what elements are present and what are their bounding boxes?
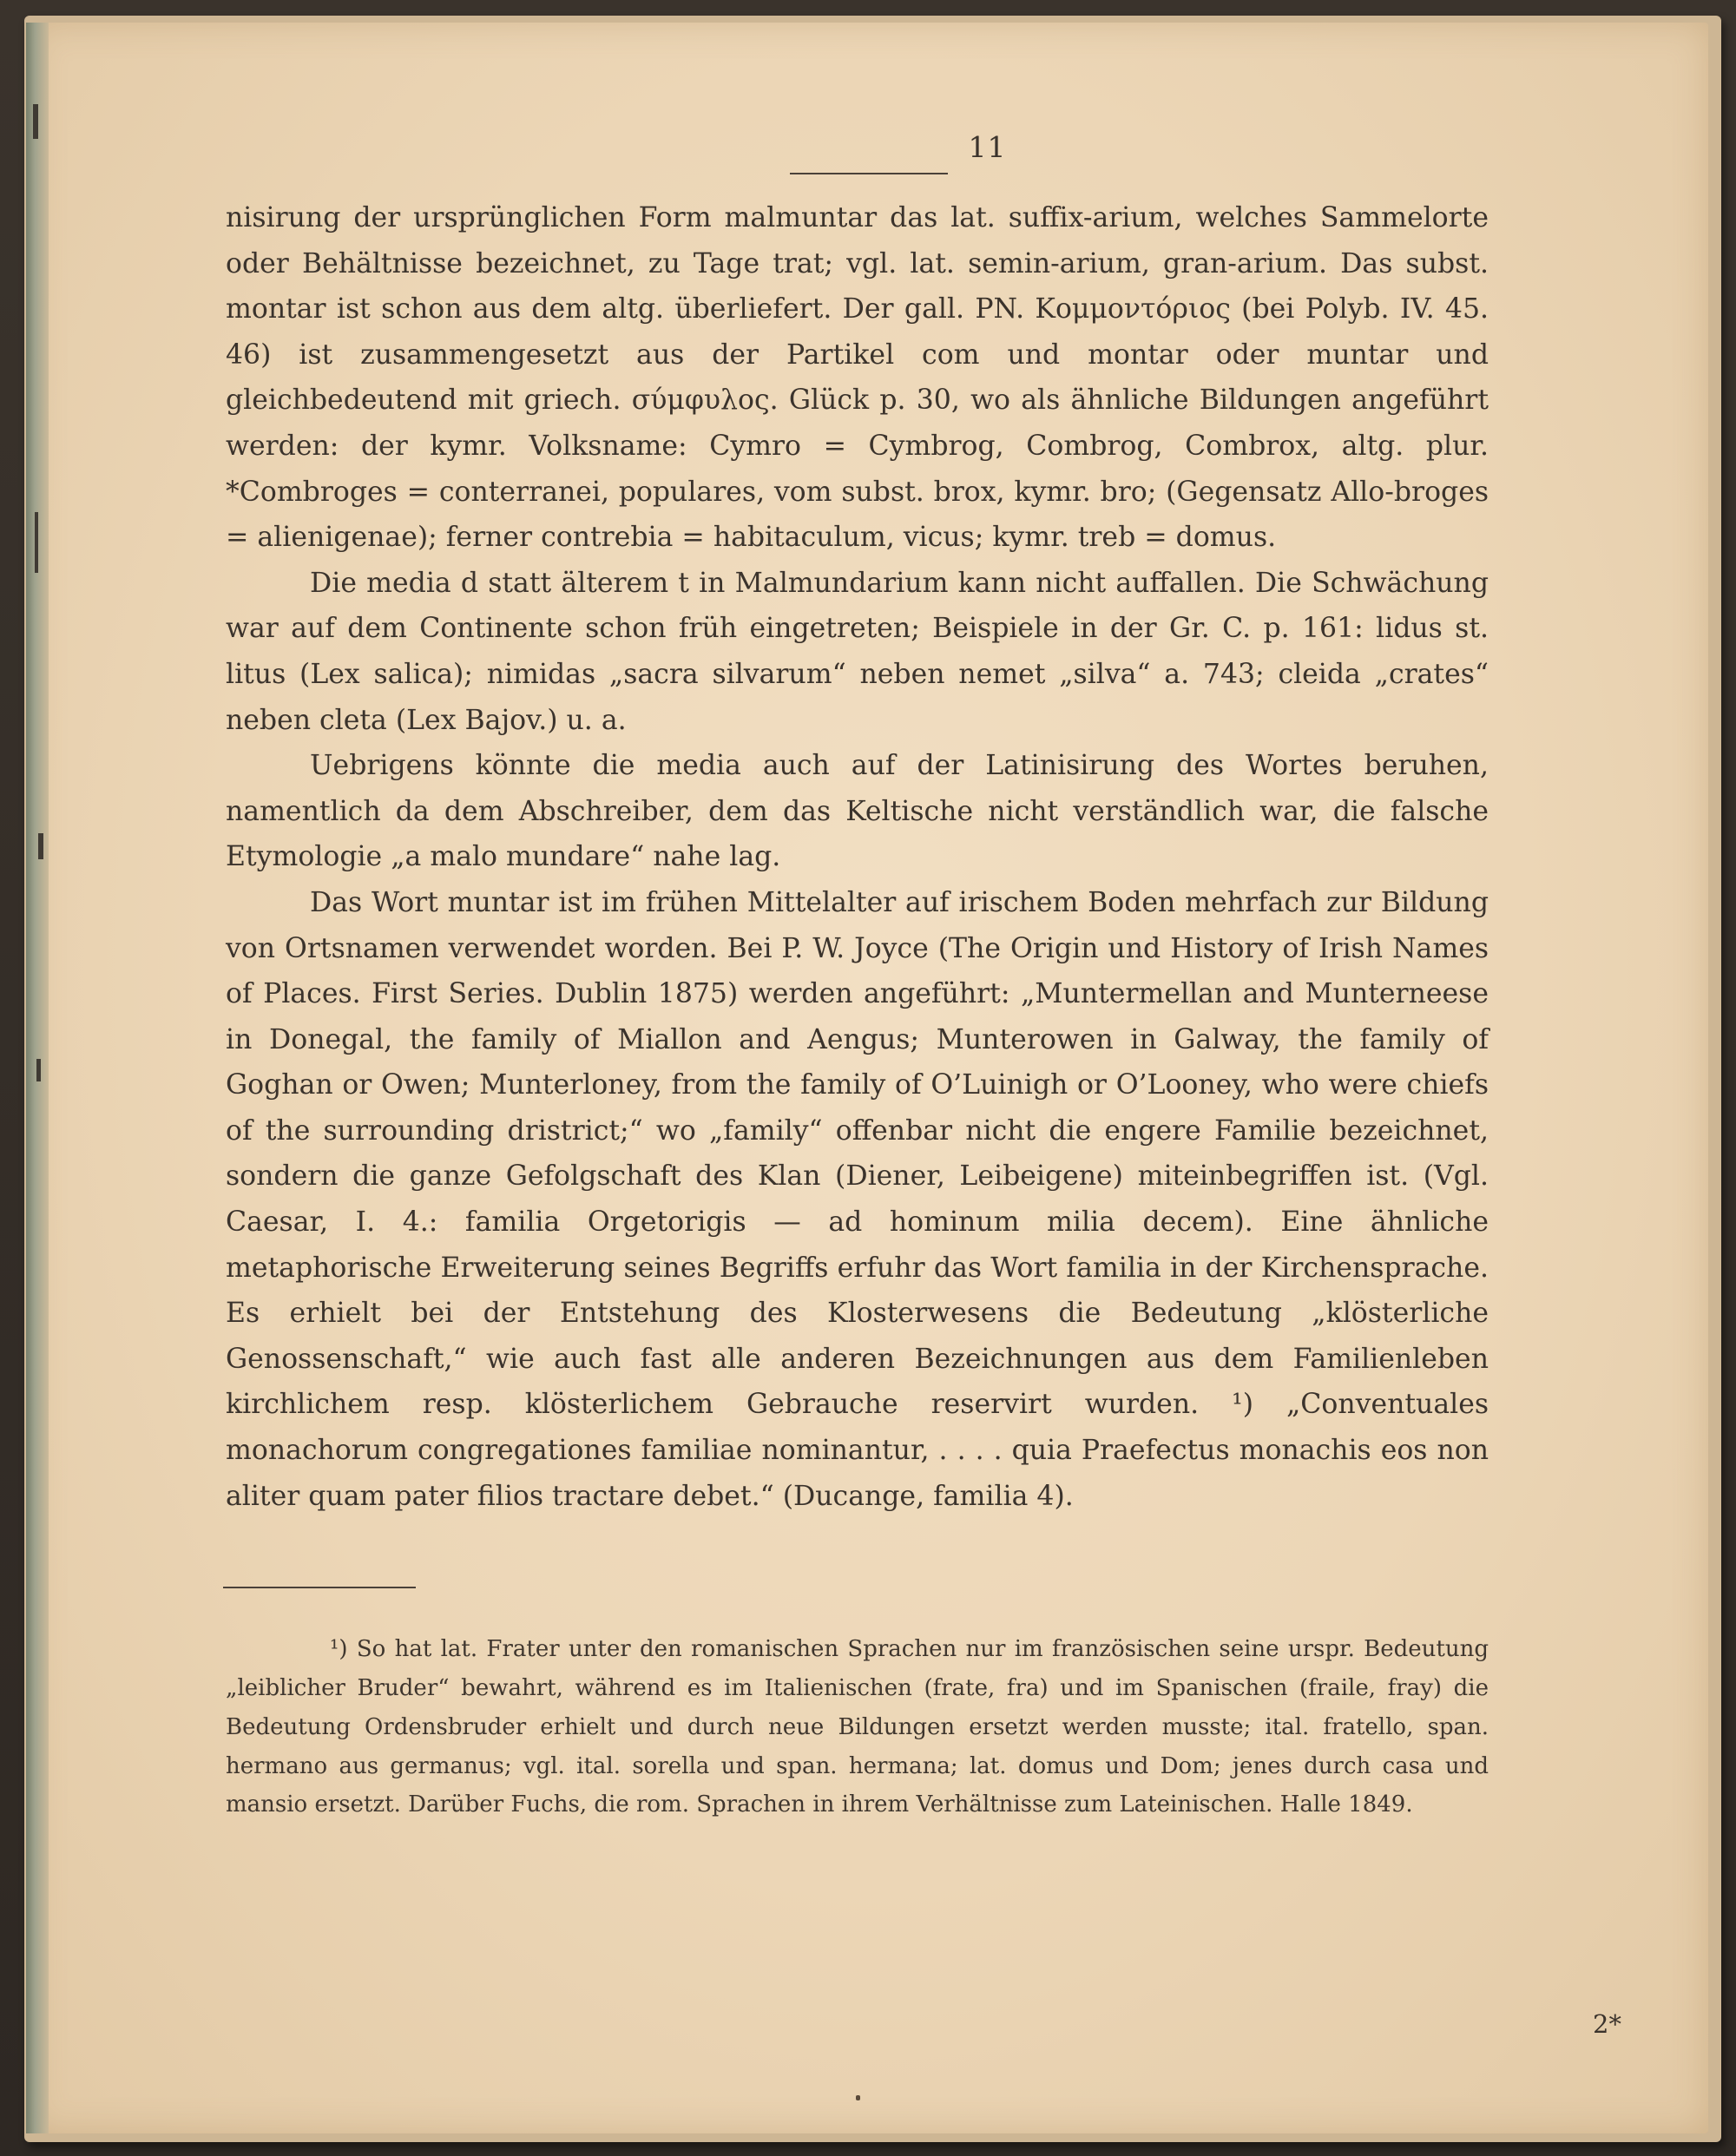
paragraph-2: Die media d statt älterem t in Malmundarium kann nicht auffallen. Die Schwächung war auf dem Continente schon früh eingetreten; Beispiele in der Gr. C. p. 161: lidus st. litus (Lex salica); nimidas „sacra silvarum“ neben nemet „silva“ a. 743; cleida „crates“ neben cleta (Lex Bajov.) u. a. [226,567,1489,736]
page-number: 11 [968,130,1007,164]
footnote-rule [223,1587,416,1588]
footnote: ¹) So hat lat. Frater unter den romanischen Sprachen nur im französischen seine urspr. Bedeutung „leiblicher Bruder“ bewahrt, während es im Italienischen (frate, fra) und im Spanischen (fraile, fray) die Bedeutung Ordensbruder erhielt und durch neue Bildungen ersetzt werden musste; ital. fratello, span. hermano aus germanus; vgl. ital. sorella und span. hermana; lat. domus und Dom; jenes durch casa und mansio ersetzt. Darüber Fuchs, die rom. Sprachen in ihrem Verhältnisse zum Lateinischen. Halle 1849. [226,1636,1489,1818]
binding-mark [33,104,38,139]
binding-mark [36,1059,41,1081]
printer-signature: 2* [1593,2009,1621,2039]
body-text [226,195,1489,1519]
binding-mark [38,833,43,859]
page-number-rule [790,173,948,174]
paragraph-4: Das Wort muntar ist im frühen Mittelalter auf irischem Boden mehrfach zur Bildung von Ortsnamen verwendet worden. Bei P. W. Joyce (The Origin und History of Irish Names of Places. First Series. Dublin 1875) werden angeführt: „Muntermellan and Munterneese in Donegal, the family of Miallon and Aengus; Munterowen in Galway, the family of Goghan or Owen; Munterloney, from the family of O’Luinigh or O’Looney, who were chiefs of the surrounding dristrict;“ wo „family“ offenbar nicht die engere Familie bezeichnet, sondern die ganze Gefolgschaft des Klan (Diener, Leibeigene) miteinbegriffen ist. (Vgl. Caesar, I. 4.: familia Orgetorigis — ad hominum milia decem). Eine ähnliche metaphorische Erweiterung seines Begriffs erfuhr das Wort familia in der Kirchensprache. Es erhielt bei der Entstehung des Klosterwesens die Bedeutung „klösterliche Genossenschaft,“ wie auch fast alle anderen Bezeichnungen aus dem Familienleben kirchlichem resp. klösterlichem Gebrauche reservirt wurden. ¹) „Conventuales monachorum congregationes familiae nominantur, . . . . quia Praefectus monachis eos non aliter quam pater filios tractare debet.“ (Ducange, familia 4). [226,886,1489,1512]
page-content [226,130,1621,2039]
paper-speck [856,2095,860,2100]
binding-mark [35,512,38,573]
paragraph-3: Uebrigens könnte die media auch auf der Latinisirung des Wortes beruhen, namentlich da dem Abschreiber, dem das Keltische nicht verständlich war, die falsche Etymologie „a malo mundare“ nahe lag. [226,750,1489,873]
paragraph-1: nisirung der ursprünglichen Form malmuntar das lat. suffix-arium, welches Sammelorte oder Behältnisse bezeichnet, zu Tage trat; vgl. lat. semin-arium, gran-arium. Das subst. montar ist schon aus dem altg. überliefert. Der gall. PN. Κομμοντόριος (bei Polyb. IV. 45. 46) ist zusammengesetzt aus der Partikel com und montar oder muntar und gleichbedeutend mit griech. σύμφυλος. Glück p. 30, wo als ähnliche Bildungen angeführt werden: der kymr. Volksname: Cymro = Cymbrog, Combrog, Combrox, altg. plur. *Combroges = conterranei, populares, vom subst. brox, kymr. bro; (Gegensatz Allo-broges = alienigenae); ferner contrebia = habitaculum, vicus; kymr. treb = domus. [226,202,1489,554]
